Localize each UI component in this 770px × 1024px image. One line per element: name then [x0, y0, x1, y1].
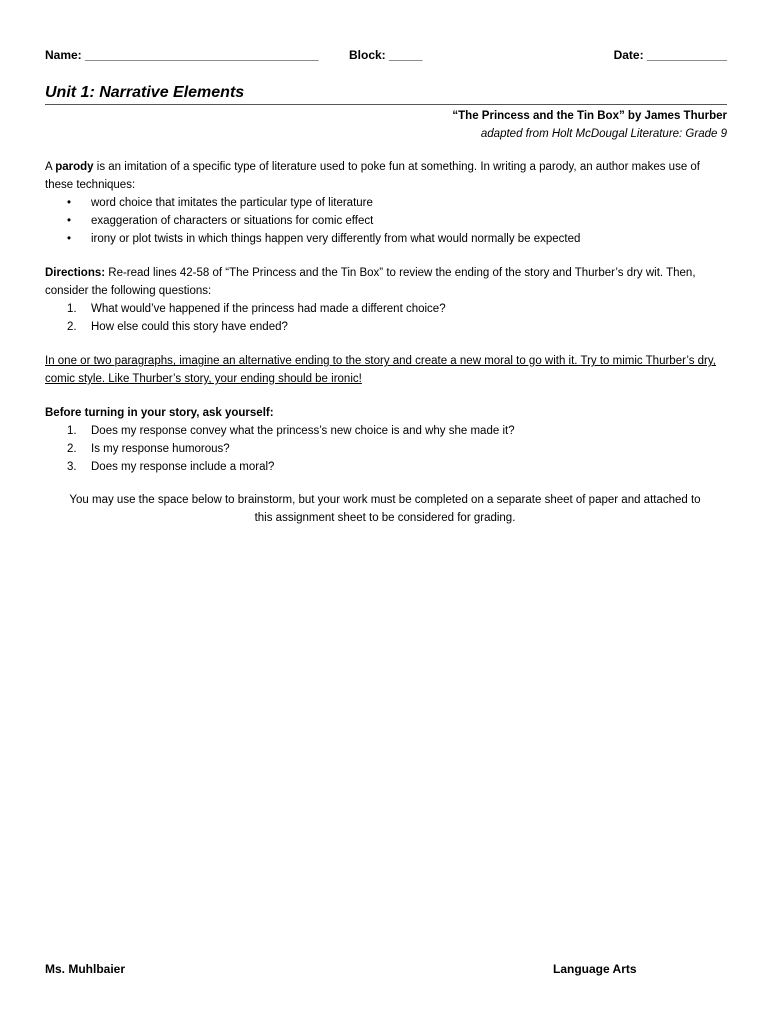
- brainstorm-note: You may use the space below to brainstorm, but your work must be completed on a separate sheet of paper and attached to this assignment sheet to be considered for grading.: [69, 494, 701, 524]
- header-row: [45, 46, 727, 64]
- bullet-icon: •: [67, 197, 72, 209]
- date-field-label: Date: ____________: [613, 48, 727, 62]
- list-item: 2. Is my response humorous?: [67, 443, 230, 455]
- parody-definition: [45, 158, 725, 248]
- parody-term: parody: [55, 161, 94, 173]
- list-item: 3. Does my response include a moral?: [67, 461, 275, 473]
- footer-subject: Language Arts: [553, 962, 637, 976]
- story-title: “The Princess and the Tin Box” by James Thurber: [452, 110, 727, 122]
- parody-description: is an imitation of a specific type of literature used to poke fun at something. In writing a parody, an author makes use of these techniques:: [45, 161, 701, 191]
- footer-teacher: Ms. Muhlbaier: [45, 962, 126, 976]
- story-source: adapted from Holt McDougal Literature: Grade 9: [480, 128, 727, 140]
- checklist-list: [45, 422, 725, 476]
- directions-text: Re-read lines 42-58 of “The Princess and the Tin Box” to review the ending of the story and Thurber’s dry wit. Then, consider the following questions:: [45, 267, 696, 297]
- checklist-section: [45, 404, 725, 476]
- assignment-prompt: In one or two paragraphs, imagine an alternative ending to the story and create a new moral to go with it. Try to mimic Thurber’s dry, comic style. Like Thurber’s story, your ending should be ironic!: [45, 355, 716, 385]
- list-item: 1. What would’ve happened if the princess had made a different choice?: [67, 303, 446, 315]
- block-field-label: Block: _____: [349, 48, 423, 62]
- directions-label: Directions:: [45, 267, 106, 279]
- bullet-icon: •: [67, 215, 72, 227]
- parody-prefix: A: [45, 161, 56, 173]
- bullet-icon: •: [67, 233, 72, 245]
- list-item: 2. How else could this story have ended?: [67, 321, 288, 333]
- title-divider: [45, 104, 727, 105]
- list-item: • irony or plot twists in which things happen very differently from what would normally be expected: [45, 230, 725, 248]
- checklist-heading: Before turning in your story, ask yourself:: [45, 407, 274, 419]
- list-item: • word choice that imitates the particular type of literature: [45, 194, 725, 212]
- list-item: 1. Does my response convey what the princess’s new choice is and why she made it?: [67, 425, 515, 437]
- unit-title: Unit 1: Narrative Elements: [45, 84, 245, 101]
- directions-section: [45, 264, 725, 336]
- name-field-label: Name: ___________________________________: [45, 48, 319, 62]
- questions-list: [45, 300, 725, 336]
- list-item: • exaggeration of characters or situations for comic effect: [45, 212, 725, 230]
- techniques-list: [45, 194, 725, 248]
